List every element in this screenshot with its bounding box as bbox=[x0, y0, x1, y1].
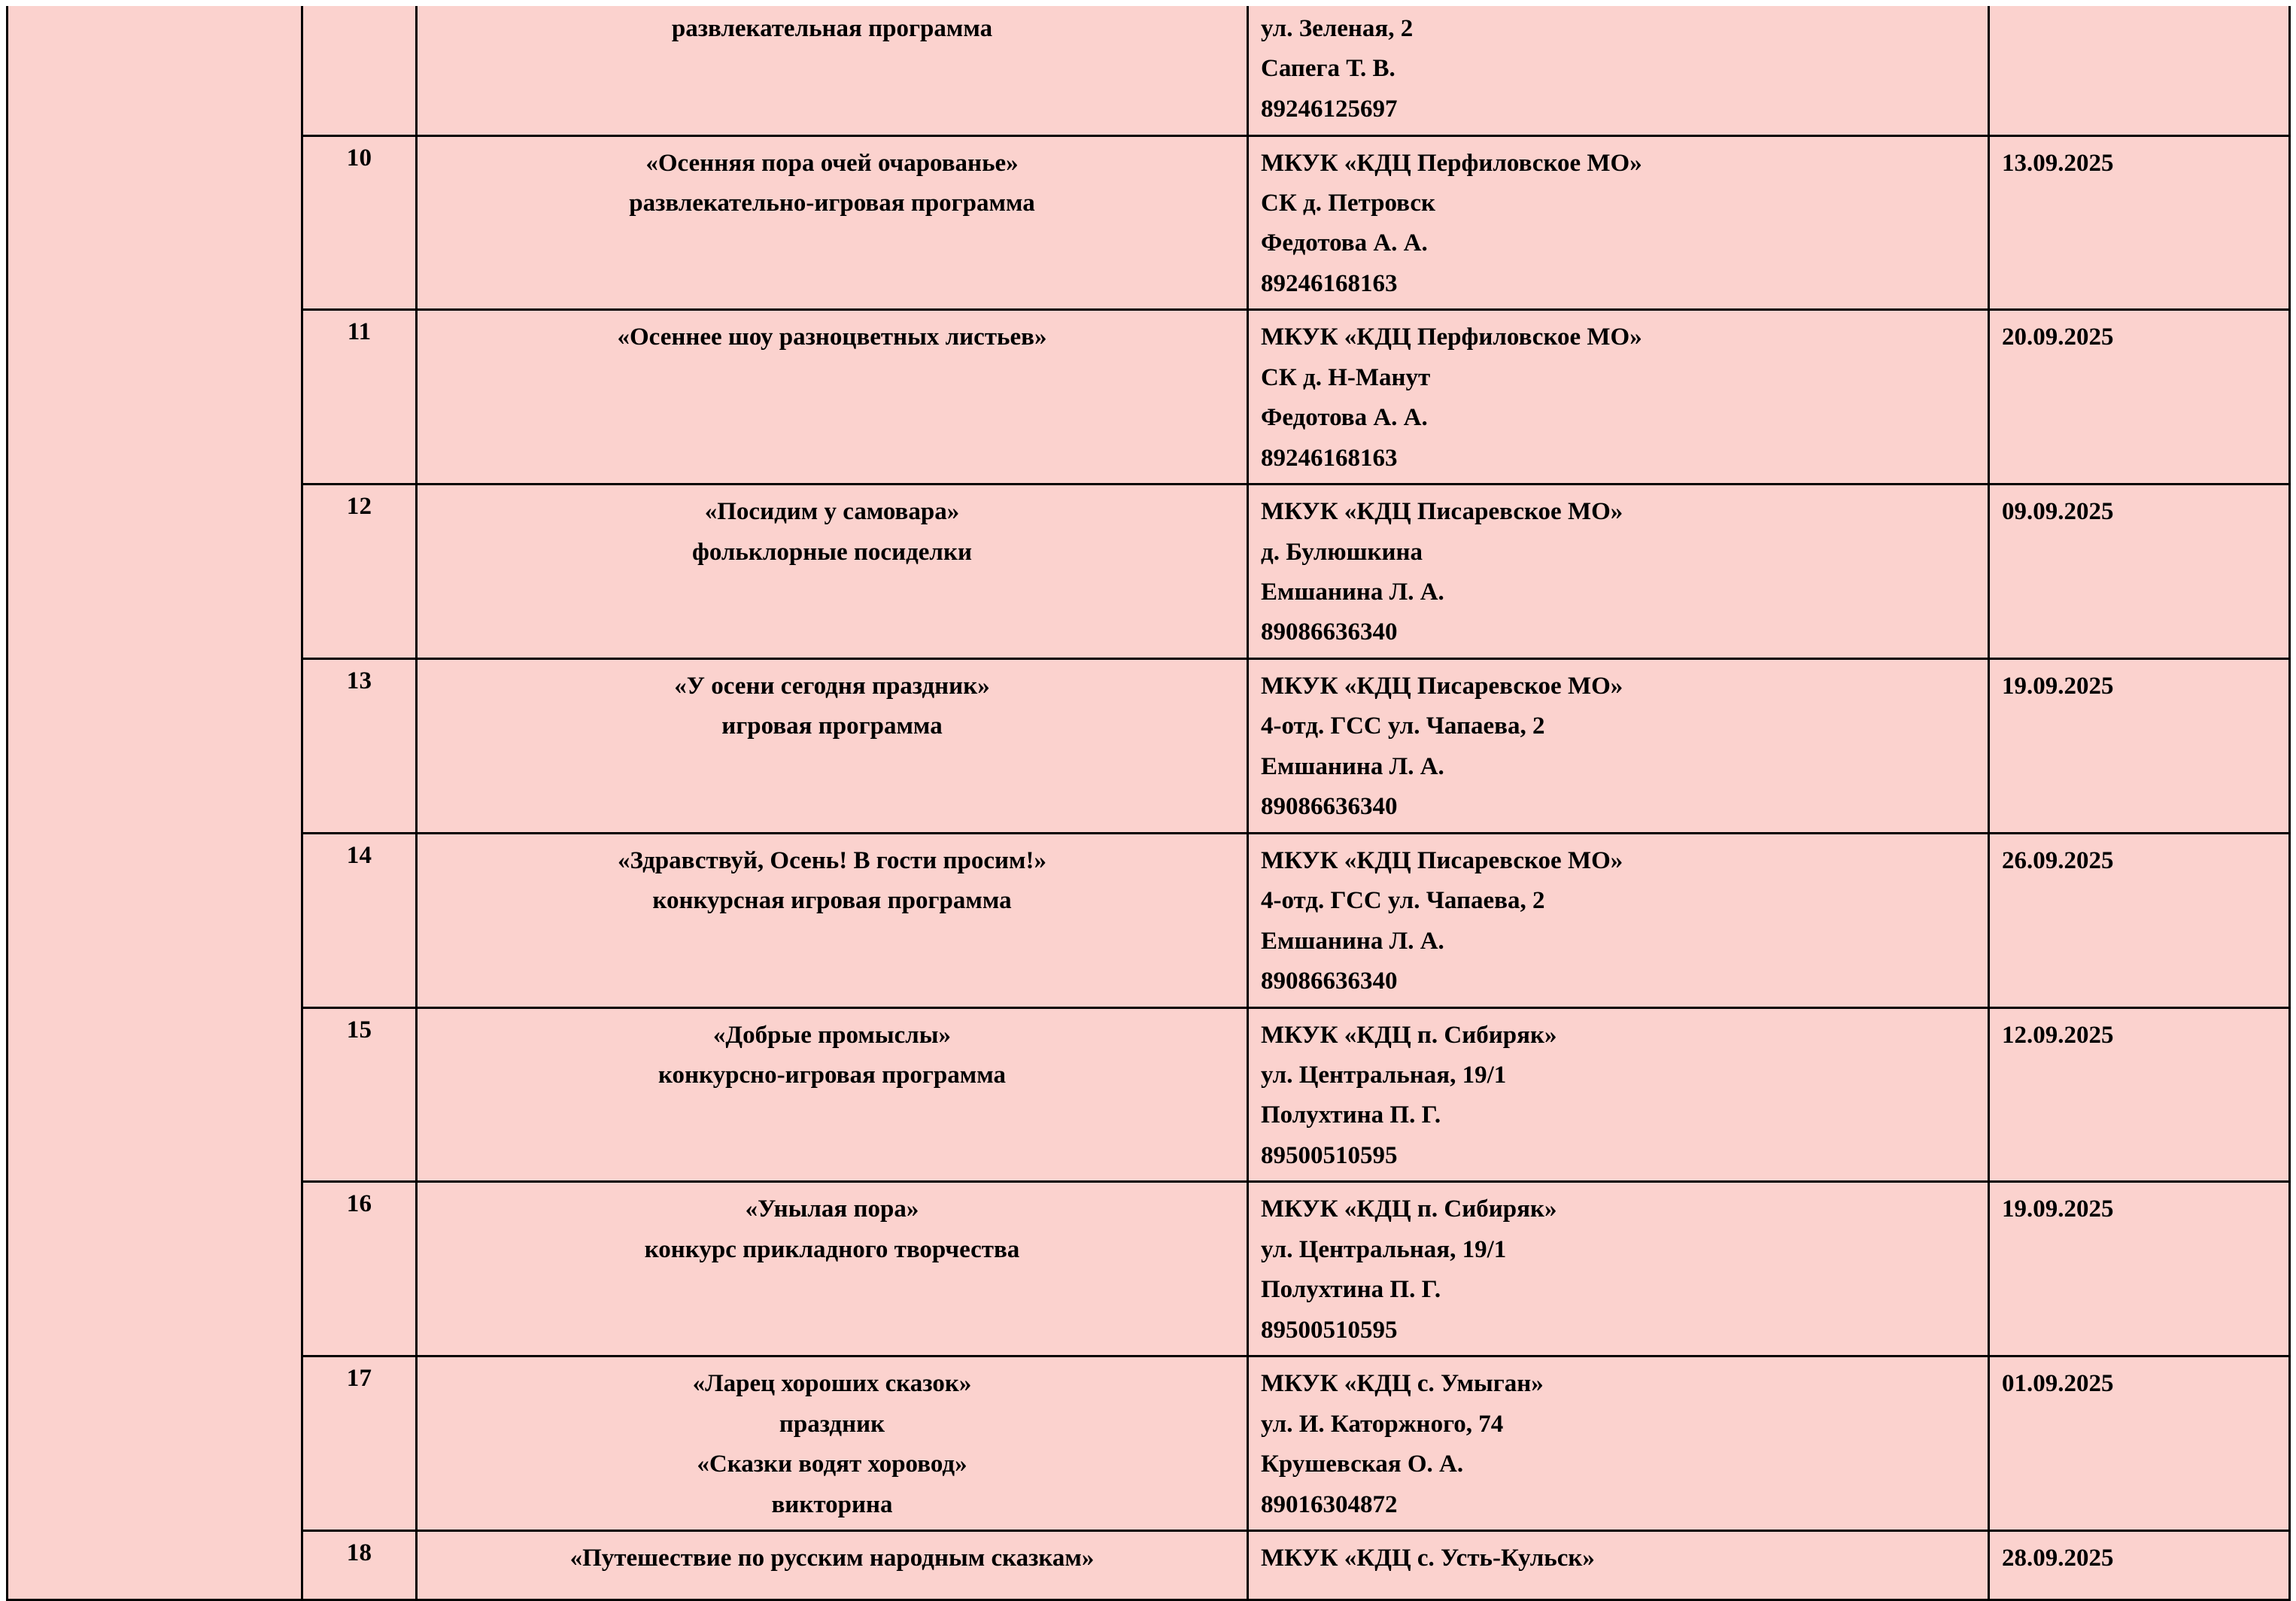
row-number bbox=[303, 6, 415, 17]
venue-line: МКУК «КДЦ Писаревское МО» bbox=[1261, 846, 1623, 874]
row-number: 11 bbox=[347, 318, 372, 346]
event-line: викторина bbox=[771, 1490, 893, 1518]
venue-details-cell bbox=[1248, 1007, 1989, 1182]
venue-line: 89246168163 bbox=[1261, 444, 1398, 472]
event-line: фольклорные посиделки bbox=[692, 538, 972, 566]
table-row bbox=[8, 135, 2290, 310]
table-row bbox=[8, 1182, 2290, 1356]
venue-details-cell bbox=[1248, 1531, 1989, 1600]
event-title bbox=[418, 1532, 1247, 1583]
event-line: праздник bbox=[779, 1410, 885, 1438]
row-number: 14 bbox=[346, 841, 372, 869]
venue-line: 89500510595 bbox=[1261, 1316, 1398, 1344]
venue-line: ул. Центральная, 19/1 bbox=[1261, 1062, 1507, 1089]
event-title bbox=[418, 660, 1247, 752]
event-line: развлекательная программа bbox=[671, 15, 993, 42]
event-line: игровая программа bbox=[721, 712, 943, 740]
venue-line: 89086636340 bbox=[1261, 618, 1398, 646]
event-line: «Ларец хороших сказок» bbox=[692, 1370, 972, 1398]
venue-line: СК д. Н-Манут bbox=[1261, 363, 1431, 391]
row-number-cell bbox=[302, 1531, 417, 1600]
event-date: 09.09.2025 bbox=[2002, 498, 2114, 526]
event-line: «Добрые промыслы» bbox=[712, 1021, 952, 1049]
venue-line: МКУК «КДЦ п. Сибиряк» bbox=[1261, 1195, 1557, 1223]
venue-details-cell bbox=[1248, 485, 1989, 659]
event-title-cell bbox=[417, 1356, 1248, 1531]
row-number-cell bbox=[302, 485, 417, 659]
venue-line: Крушевская О. А. bbox=[1261, 1451, 1464, 1478]
venue-details-cell bbox=[1248, 135, 1989, 310]
venue-line: МКУК «КДЦ Перфиловское МО» bbox=[1261, 324, 1642, 351]
event-title-cell bbox=[417, 1182, 1248, 1356]
venue-details-cell bbox=[1248, 1182, 1989, 1356]
venue-details bbox=[1249, 485, 1988, 658]
row-number-cell bbox=[302, 310, 417, 485]
venue-details bbox=[1249, 311, 1988, 483]
event-title bbox=[418, 137, 1247, 229]
venue-line: Сапега Т. В. bbox=[1261, 55, 1396, 83]
venue-line: Полухтина П. Г. bbox=[1261, 1276, 1441, 1304]
table-row bbox=[8, 1356, 2290, 1531]
event-title-cell bbox=[417, 658, 1248, 833]
event-line: развлекательно-игровая программа bbox=[629, 189, 1035, 217]
venue-line: Емшанина Л. А. bbox=[1261, 752, 1444, 780]
event-line: «Унылая пора» bbox=[745, 1195, 919, 1223]
venue-line: 89086636340 bbox=[1261, 968, 1398, 995]
event-date: 19.09.2025 bbox=[2002, 1195, 2114, 1223]
row-number-cell bbox=[302, 135, 417, 310]
table-row bbox=[8, 6, 2290, 135]
event-date-cell bbox=[1989, 1531, 2290, 1600]
venue-line: ул. Центральная, 19/1 bbox=[1261, 1235, 1507, 1263]
table-row bbox=[8, 658, 2290, 833]
row-number: 13 bbox=[346, 667, 372, 694]
event-title bbox=[418, 1183, 1247, 1274]
event-title-cell bbox=[417, 833, 1248, 1007]
event-date-cell bbox=[1989, 310, 2290, 485]
venue-details-cell bbox=[1248, 6, 1989, 135]
venue-line: ул. И. Каторжного, 74 bbox=[1261, 1410, 1504, 1438]
events-schedule-table bbox=[6, 6, 2291, 1601]
event-title bbox=[418, 485, 1247, 577]
venue-details bbox=[1249, 6, 1988, 134]
venue-line: МКУК «КДЦ Писаревское МО» bbox=[1261, 672, 1623, 700]
event-title-cell bbox=[417, 1007, 1248, 1182]
row-number-cell bbox=[302, 1356, 417, 1531]
event-date-cell bbox=[1989, 1182, 2290, 1356]
venue-details-cell bbox=[1248, 310, 1989, 485]
event-line: конкурсно-игровая программа bbox=[658, 1062, 1007, 1089]
venue-details-cell bbox=[1248, 833, 1989, 1007]
venue-line: 89500510595 bbox=[1261, 1141, 1398, 1169]
event-date: 12.09.2025 bbox=[2002, 1021, 2114, 1049]
venue-details-cell bbox=[1248, 658, 1989, 833]
venue-line: МКУК «КДЦ с. Умыган» bbox=[1261, 1370, 1544, 1398]
venue-details bbox=[1249, 1183, 1988, 1355]
event-date-cell bbox=[1989, 6, 2290, 135]
venue-line: Федотова А. А. bbox=[1261, 404, 1428, 432]
table-row bbox=[8, 310, 2290, 485]
venue-details bbox=[1249, 1357, 1988, 1530]
event-date-cell bbox=[1989, 485, 2290, 659]
venue-details bbox=[1249, 1532, 1988, 1583]
row-number: 12 bbox=[346, 493, 372, 521]
event-date-cell bbox=[1989, 1356, 2290, 1531]
event-title-cell bbox=[417, 1531, 1248, 1600]
event-title bbox=[418, 311, 1247, 362]
venue-line: МКУК «КДЦ Перфиловское МО» bbox=[1261, 149, 1642, 177]
venue-details bbox=[1249, 1009, 1988, 1181]
venue-line: Емшанина Л. А. bbox=[1261, 927, 1444, 955]
venue-details bbox=[1249, 660, 1988, 832]
event-line: «Путешествие по русским народным сказкам» bbox=[569, 1545, 1095, 1572]
row-number-cell bbox=[302, 1007, 417, 1182]
row-number: 18 bbox=[346, 1539, 372, 1566]
event-date-cell bbox=[1989, 833, 2290, 1007]
venue-line: ул. Зеленая, 2 bbox=[1261, 15, 1414, 42]
event-date: 19.09.2025 bbox=[2002, 672, 2114, 700]
event-line: «Осеннее шоу разноцветных листьев» bbox=[617, 324, 1047, 351]
event-title-cell bbox=[417, 6, 1248, 135]
event-date bbox=[1990, 6, 2288, 25]
row-number: 16 bbox=[346, 1190, 372, 1218]
row-number-cell bbox=[302, 658, 417, 833]
event-line: конкурсная игровая программа bbox=[652, 887, 1012, 915]
event-date-cell bbox=[1989, 658, 2290, 833]
row-number-cell bbox=[302, 6, 417, 135]
venue-line: МКУК «КДЦ с. Усть-Кульск» bbox=[1261, 1545, 1595, 1572]
event-date: 26.09.2025 bbox=[2002, 846, 2114, 874]
event-line: «У осени сегодня праздник» bbox=[674, 672, 990, 700]
row-number: 17 bbox=[346, 1365, 372, 1393]
table-row bbox=[8, 833, 2290, 1007]
event-date: 28.09.2025 bbox=[2002, 1545, 2114, 1572]
venue-line: СК д. Петровск bbox=[1261, 189, 1436, 217]
row-number-cell bbox=[302, 833, 417, 1007]
row-number: 15 bbox=[346, 1016, 372, 1044]
venue-line: 89016304872 bbox=[1261, 1490, 1398, 1518]
table-row bbox=[8, 1007, 2290, 1182]
venue-line: 4-отд. ГСС ул. Чапаева, 2 bbox=[1261, 887, 1545, 915]
venue-line: МКУК «КДЦ п. Сибиряк» bbox=[1261, 1021, 1557, 1049]
venue-details-cell bbox=[1248, 1356, 1989, 1531]
event-date: 01.09.2025 bbox=[2002, 1370, 2114, 1398]
table-body bbox=[8, 6, 2290, 1600]
venue-line: 89086636340 bbox=[1261, 793, 1398, 821]
event-title-cell bbox=[417, 310, 1248, 485]
venue-line: 4-отд. ГСС ул. Чапаева, 2 bbox=[1261, 712, 1545, 740]
venue-line: 89246168163 bbox=[1261, 269, 1398, 297]
event-line: «Сказки водят хоровод» bbox=[697, 1451, 967, 1478]
event-date: 20.09.2025 bbox=[2002, 324, 2114, 351]
table-row bbox=[8, 485, 2290, 659]
event-title-cell bbox=[417, 135, 1248, 310]
event-title bbox=[418, 1357, 1247, 1530]
venue-line: 89246125697 bbox=[1261, 95, 1398, 123]
venue-line: д. Булюшкина bbox=[1261, 538, 1423, 566]
event-title-cell bbox=[417, 485, 1248, 659]
event-date-cell bbox=[1989, 135, 2290, 310]
venue-line: МКУК «КДЦ Писаревское МО» bbox=[1261, 498, 1623, 526]
event-line: конкурс прикладного творчества bbox=[644, 1235, 1020, 1263]
row-number: 10 bbox=[346, 144, 372, 172]
event-title bbox=[418, 1009, 1247, 1101]
venue-details bbox=[1249, 137, 1988, 309]
row-number-cell bbox=[302, 1182, 417, 1356]
venue-line: Емшанина Л. А. bbox=[1261, 579, 1444, 606]
event-line: «Осенняя пора очей очарованье» bbox=[645, 149, 1019, 177]
event-title bbox=[418, 6, 1247, 53]
event-title bbox=[418, 834, 1247, 926]
event-date: 13.09.2025 bbox=[2002, 149, 2114, 177]
venue-line: Федотова А. А. bbox=[1261, 229, 1428, 257]
venue-details bbox=[1249, 834, 1988, 1007]
event-line: «Здравствуй, Осень! В гости просим!» bbox=[617, 846, 1047, 874]
event-line: «Посидим у самовара» bbox=[704, 498, 960, 526]
left-margin-cell bbox=[8, 6, 302, 1600]
venue-line: Полухтина П. Г. bbox=[1261, 1101, 1441, 1129]
table-row bbox=[8, 1531, 2290, 1600]
event-date-cell bbox=[1989, 1007, 2290, 1182]
